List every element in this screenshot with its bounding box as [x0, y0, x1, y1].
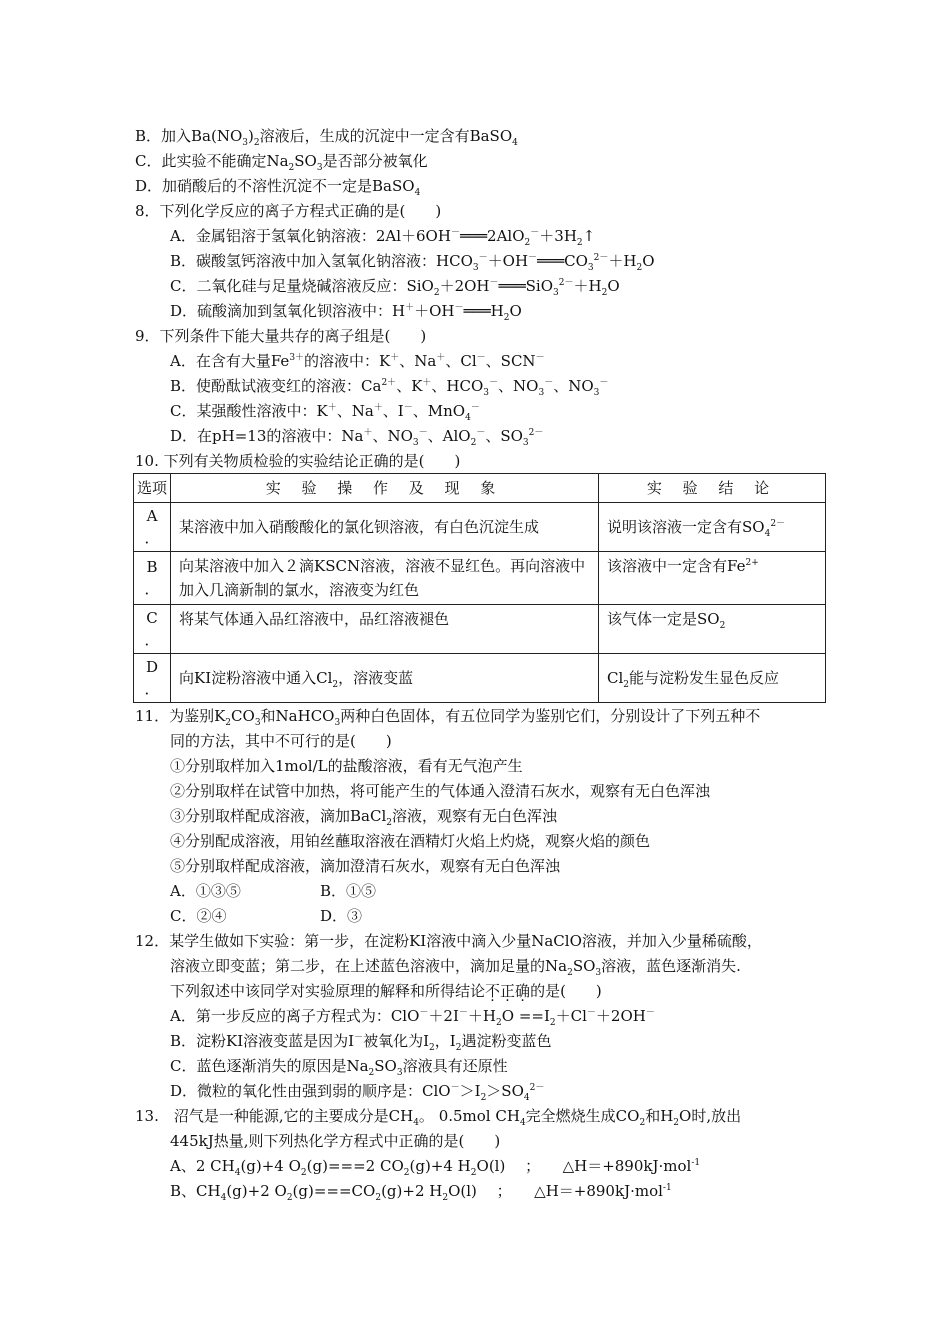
row-operation: 向某溶液中加入２滴KSCN溶液，溶液不显红色。再向溶液中加入几滴新制的氯水，溶液变为红色 — [171, 552, 599, 605]
row-option: D ． — [134, 654, 171, 703]
q11-stem-line-2: 同的方法，其中不可行的是( ) — [170, 732, 392, 750]
row-option: B ． — [134, 552, 171, 605]
row-conclusion: 该气体一定是$SO_2$ — [599, 605, 826, 654]
q9-stem: 9．下列条件下能大量共存的离子组是( ) — [135, 327, 427, 345]
row-option: A ． — [134, 503, 171, 552]
q13-option-b: B、$CH_4(g)+2$ $O_2(g)===CO_2(g)+2$ $H_2O(l)$ ； △H＝+890kJ·mol$^{-1}$ — [170, 1182, 672, 1203]
q7-option-c: C．此实验不能确定$Na_2SO_3$是否部分被氧化 — [135, 152, 428, 173]
table-row — [134, 605, 826, 654]
q13-stem-line-2: 445kJ热量,则下列热化学方程式中正确的是( ) — [170, 1132, 501, 1150]
row-option: C ． — [134, 605, 171, 654]
q12-option-b: B．淀粉KI溶液变蓝是因为I－被氧化为$I_2$，$I_2$遇淀粉变蓝色 — [170, 1032, 552, 1053]
q12-option-d: D．微粒的氧化性由强到弱的顺序是：$ClO^->I_2>SO_4^{2-}$ — [170, 1082, 545, 1103]
q11-item-4: ④分别配成溶液，用铂丝蘸取溶液在酒精灯火焰上灼烧，观察火焰的颜色 — [170, 832, 651, 850]
row-conclusion: 说明该溶液一定含有$SO_4^{2-}$ — [599, 503, 826, 552]
row-operation: 某溶液中加入硝酸酸化的氯化钡溶液，有白色沉淀生成 — [171, 503, 599, 552]
q12-stem-line-2: 溶液立即变蓝；第二步，在上述蓝色溶液中，滴加足量的$Na_2SO_3$溶液，蓝色逐渐消失. — [170, 957, 741, 978]
q9-option-d: D．在pH=13的溶液中：Na＋、$NO_3^-$、AlO$_2$－、$SO_3^{2-}$ — [170, 427, 544, 448]
q11-item-3: ③分别取样配成溶液，滴加BaCl$_2$溶液，观察有无白色浑浊 — [170, 807, 557, 828]
q11-option-d: D．③ — [320, 907, 363, 925]
q9-option-a: A．在含有大量$Fe^{3+}$的溶液中：K＋、Na＋、Cl－、SCN－ — [170, 352, 545, 370]
table-row — [134, 552, 826, 605]
q8-stem: 8．下列化学反应的离子方程式正确的是( ) — [135, 202, 442, 220]
q9-option-b: B．使酚酞试液变红的溶液：$Ca^{2+}$、K＋、$HCO_3^-$、$NO_3^-$、$NO_3^-$ — [170, 377, 609, 398]
header-option: 选项 — [134, 474, 171, 503]
table-row — [134, 503, 826, 552]
q7-option-d: D．加硝酸后的不溶性沉淀不一定是BaSO$_4$ — [135, 177, 421, 198]
q10-table-header — [134, 474, 826, 503]
q13-option-a: A、2 $CH_4(g)+4$ $O_2(g)===2$ $CO_2(g)+4$ $H_2O(l)$ ； △H＝+890kJ·mol$^{-1}$ — [170, 1157, 701, 1178]
row-conclusion: 该溶液中一定含有$Fe^{2+}$ — [599, 552, 826, 605]
q11-option-b: B．①⑤ — [320, 882, 377, 900]
q11-item-2: ②分别取样在试管中加热，将可能产生的气体通入澄清石灰水，观察有无白色浑浊 — [170, 782, 711, 800]
row-conclusion: $Cl_2$能与淀粉发生显色反应 — [599, 654, 826, 703]
q12-stem-line-3: 下列叙述中该同学对实验原理的解释和所得结论不正确的是( ) — [170, 982, 602, 1000]
header-operation: 实 验 操 作 及 现 象 — [171, 474, 599, 503]
q11-item-1: ①分别取样加入1mol/L的盐酸溶液，看有无气泡产生 — [170, 757, 523, 775]
q11-stem-line-1: 11．为鉴别$K_2CO_3$和NaHCO$_3$两种白色固体，有五位同学为鉴别它们，分别设计了下列五种不 — [135, 707, 761, 728]
q8-option-b: B．碳酸氢钙溶液中加入氢氧化钠溶液：$HCO_3^-+OH^-═══CO_3^{2-}+H_2O$ — [170, 252, 655, 273]
header-conclusion: 实 验 结 论 — [599, 474, 826, 503]
q8-option-d: D．硫酸滴加到氢氧化钡溶液中：$H^++OH^-═══H_2O$ — [170, 302, 522, 323]
q11-item-5: ⑤分别取样配成溶液，滴加澄清石灰水，观察有无白色浑浊 — [170, 857, 561, 875]
q11-option-c: C．②④ — [170, 907, 227, 925]
q7-option-b: B．加入$Ba(NO_3)_2$溶液后，生成的沉淀中一定含有BaSO$_4$ — [135, 127, 518, 148]
q12-stem-line-1: 12．某学生做如下实验：第一步，在淀粉KI溶液中滴入少量NaClO溶液，并加入少量稀硫酸， — [135, 932, 762, 950]
q8-option-a: A．金属铝溶于氢氧化钠溶液：$2Al+6OH^-═══2AlO_2^-+3H_2↑$ — [170, 227, 596, 248]
row-operation: 向KI淀粉溶液中通入$Cl_2$，溶液变蓝 — [171, 654, 599, 703]
q9-option-c: C．某强酸性溶液中：K＋、Na＋、I－、MnO$_4$－ — [170, 402, 480, 423]
table-row — [134, 654, 826, 703]
row-operation: 将某气体通入品红溶液中，品红溶液褪色 — [171, 605, 599, 654]
q13-stem-line-1: 13. 沼气是一种能源,它的主要成分是$CH_4$。 0.5mol $CH_4$完全燃烧生成$CO_2$和$H_2O$时,放出 — [135, 1107, 742, 1128]
q8-option-c: C．二氧化硅与足量烧碱溶液反应：$SiO_2+2OH^-═══SiO_3^{2-}+H_2O$ — [170, 277, 620, 298]
q11-option-a: A．①③⑤ — [170, 882, 241, 900]
q10-stem: 10. 下列有关物质检验的实验结论正确的是( ) — [135, 452, 461, 470]
q12-option-a: A．第一步反应的离子方程式为：$ClO^-+2I^-+H_2O ==I_2+Cl^-+2OH^-$ — [170, 1007, 655, 1028]
q10-table — [133, 473, 826, 703]
q12-option-c: C．蓝色逐渐消失的原因是$Na_2SO_3$溶液具有还原性 — [170, 1057, 508, 1078]
